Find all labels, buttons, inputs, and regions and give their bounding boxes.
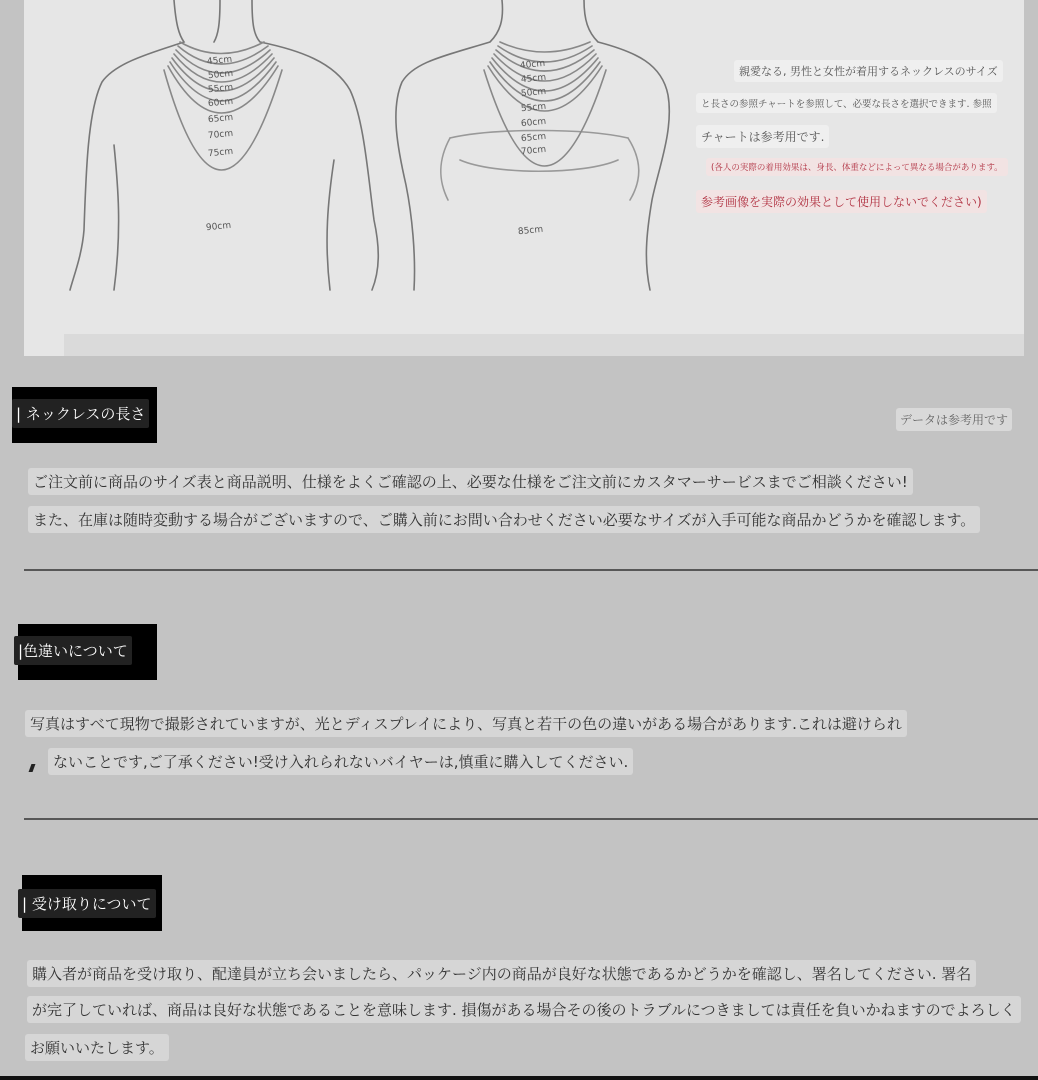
- size-chart-note: 親愛なる, 男性と女性が着用するネックレスのサイズ: [734, 60, 1003, 82]
- size-chart-illustration: [24, 0, 1024, 356]
- male-length-label: 70cm: [207, 128, 234, 142]
- size-chart-note: 参考画像を実際の効果として使用しないでください): [696, 190, 987, 213]
- section-title-receipt: | 受け取りについて: [18, 889, 156, 918]
- bottom-rule: [0, 1076, 1038, 1080]
- section-divider: [24, 569, 1038, 571]
- section-header-color: [18, 624, 157, 680]
- data-reference-note: データは参考用です: [896, 408, 1012, 431]
- male-length-label: 65cm: [207, 112, 234, 126]
- female-length-label: 40cm: [519, 58, 546, 72]
- receipt-text-line: 購入者が商品を受け取り、配達員が立ち会いましたら、パッケージ内の商品が良好な状態であるかどうかを確認し、署名してください. 署名: [27, 960, 976, 987]
- male-length-label: 60cm: [207, 96, 234, 110]
- section-title-length: | ネックレスの長さ: [12, 399, 149, 428]
- female-length-label: 85cm: [517, 224, 544, 238]
- female-length-label: 45cm: [520, 72, 547, 86]
- receipt-text-line: お願いいたします。: [25, 1034, 169, 1061]
- male-length-label: 75cm: [207, 146, 234, 160]
- color-text-line: 写真はすべて現物で撮影されていますが、光とディスプレイにより、写真と若干の色の違いがある場合があります.これは避けられ: [25, 710, 907, 737]
- chart-bottom-strip: [64, 334, 1024, 356]
- section-header-length: [12, 387, 157, 443]
- size-chart-note: (各人の実際の着用効果は、身長、体重などによって異なる場合があります。: [706, 158, 1008, 176]
- female-length-label: 70cm: [520, 144, 547, 158]
- female-length-label: 50cm: [520, 86, 547, 100]
- female-length-label: 65cm: [520, 131, 547, 145]
- necklace-size-chart: [24, 0, 1024, 356]
- female-length-label: 60cm: [520, 116, 547, 130]
- female-length-label: 55cm: [520, 101, 547, 115]
- section-title-color: |色違いについて: [14, 636, 132, 665]
- male-length-label: 50cm: [207, 68, 234, 82]
- color-text-line: ないことです,ご了承ください!受け入れられないバイヤーは,慎重に購入してください.: [48, 748, 633, 775]
- length-text-line: また、在庫は随時変動する場合がございますので、ご購入前にお問い合わせください必要なサイズが入手可能な商品かどうかを確認します。: [28, 506, 980, 533]
- male-length-label: 45cm: [206, 54, 233, 68]
- size-chart-note: チャートは参考用です.: [696, 125, 829, 148]
- stray-mark: [29, 764, 36, 772]
- section-divider: [24, 818, 1038, 820]
- male-length-label: 55cm: [207, 82, 234, 96]
- receipt-text-line: が完了していれば、商品は良好な状態であることを意味します. 損傷がある場合その後のトラブルにつきましては責任を負いかねますのでよろしく: [27, 996, 1021, 1023]
- length-text-line: ご注文前に商品のサイズ表と商品説明、仕様をよくご確認の上、必要な仕様をご注文前にカスタマーサービスまでご相談ください!: [28, 468, 913, 495]
- size-chart-note: と長さの参照チャートを参照して、必要な長さを選択できます. 参照: [696, 93, 997, 113]
- section-header-receipt: [22, 875, 162, 931]
- male-length-label: 90cm: [205, 220, 232, 234]
